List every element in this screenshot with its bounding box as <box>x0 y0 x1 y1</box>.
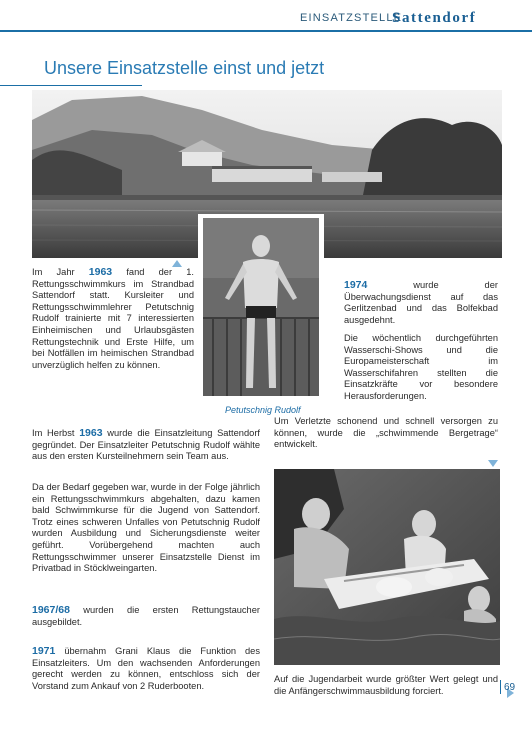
year-1974: 1974 <box>344 279 368 291</box>
paragraph-annual-courses: Da der Bedarf gegeben war, wurde in der Folge jährlich ein Rettungsschwimmkurs abgehalten, dazu kamen bald Schwimmkurse für die Jugend von Sattendorf. Trotz eines schweren Unfalles von Petutschnig Rudolf wurden Ausbildung und Sicherungsdienste weiter geführt. Vorübergehend machten auch Rettungsschwimmer unserer Einsatzstelle Dienst im Privatbad in Stöcklweingarten. <box>32 482 260 574</box>
title-underline <box>0 85 142 86</box>
paragraph-floating-stretcher: Um Verletzte schonend und schnell versorgen zu können, wurde die „schwimmende Bergetrage“ entwickelt. <box>274 416 498 450</box>
paragraph-youth-work: Auf die Jugendarbeit wurde größter Wert gelegt und die Anfängerschwimmausbildung forciert. <box>274 674 498 696</box>
section-label: EINSATZSTELLE <box>300 12 403 24</box>
photo-marker-up-icon <box>172 260 182 267</box>
year-1963: 1963 <box>88 266 113 278</box>
paragraph-1974-expansion: 1974 wurde der Überwachungsdienst auf das Gerlitzenbad und das Bolfekbad ausgedehnt. <box>344 279 498 325</box>
rescue-stretcher-photo <box>274 469 500 665</box>
paragraph-1967-divers: 1967/68 wurden die ersten Rettungstaucher ausgebildet. <box>32 604 260 627</box>
paragraph-1971-leader: 1971 übernahm Grani Klaus die Funktion des Einsatzleiters. Um den wachsenden Anforderungen gerecht werden zu können, entschloss sich der Vorstand zum Ankauf von 2 Ruderbooten. <box>32 645 260 691</box>
year-1963-autumn: 1963 <box>79 427 103 439</box>
portrait-caption: Petutschnig Rudolf <box>225 405 301 415</box>
photo-marker-down-icon <box>488 460 498 467</box>
page-number: 69 <box>504 682 516 693</box>
page-number-rule <box>500 680 501 694</box>
paragraph-1963-founding: Im Herbst 1963 wurde die Einsatzleitung Sattendorf gegründet. Der Einsatzleiter Petutschnig Rudolf wählte aus den ersten Kursteilnehmern sein Team aus. <box>32 427 260 462</box>
section-brand: Sattendorf <box>392 10 477 26</box>
paragraph-waterski-shows: Die wöchentlich durchgeführten Wasserschi-Shows und die Europameisterschaft im Wasserschifahren stellten die Einsatzkräfte vor besondere Herausforderungen. <box>344 333 498 401</box>
portrait-photo <box>203 218 319 396</box>
year-1971: 1971 <box>32 645 56 657</box>
header-rule <box>0 30 532 32</box>
page-title: Unsere Einsatzstelle einst und jetzt <box>44 58 325 78</box>
year-1967-68: 1967/68 <box>32 604 70 616</box>
paragraph-1963-first-course: Im Jahr 1963 fand der 1. Rettungsschwimmkurs im Strandbad Sattendorf statt. Kursleiter und Rettungsschwimmlehrer Petutschnig Rudolf trainierte mit 7 interessierten Einheimischen und Urlaubsgästen Rettungstechnik und Erste Hilfe, um bei Notfällen im heimischen Strandbad unverzüglich helfen zu können. <box>32 266 194 370</box>
